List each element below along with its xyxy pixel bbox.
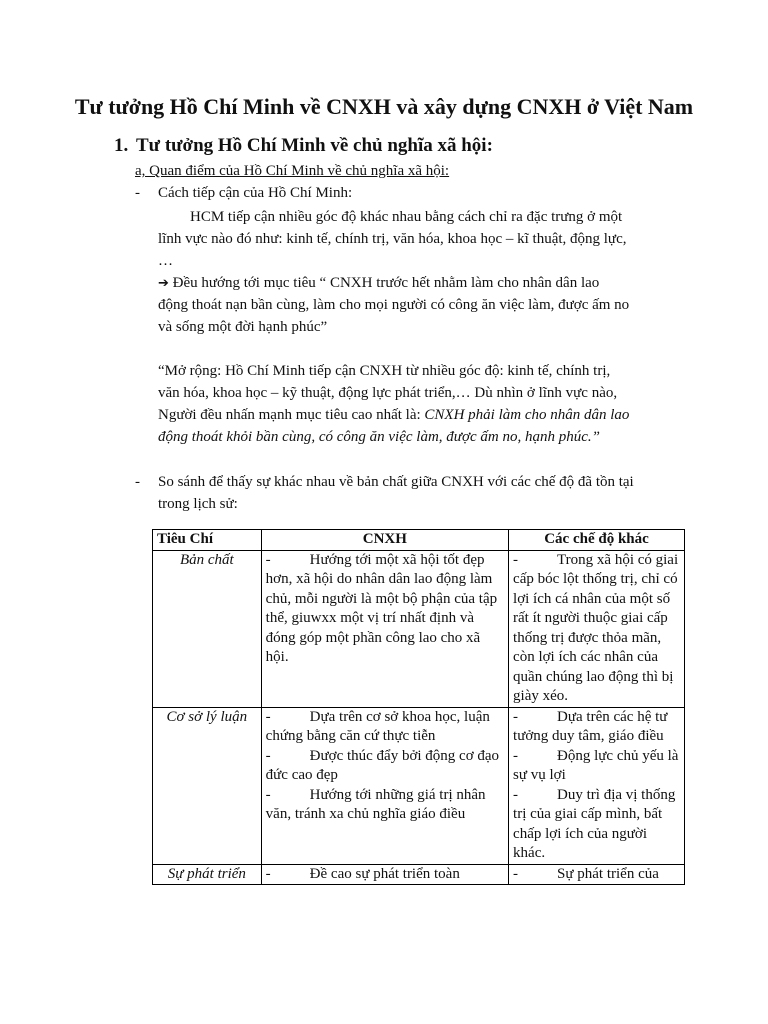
header-other-regimes: Các chế độ khác bbox=[509, 530, 685, 551]
criterion-cell: Sự phát triển bbox=[153, 864, 262, 885]
criterion-cell: Bản chất bbox=[153, 550, 262, 707]
item-dash: - bbox=[265, 708, 271, 725]
arrow-right-icon: ➔ bbox=[158, 276, 169, 291]
paragraph-line: HCM tiếp cận nhiều góc độ khác nhau bằng cách chỉ ra đặc trưng ở một bbox=[190, 209, 623, 225]
item-dash: - bbox=[513, 708, 519, 725]
bullet-text-line: trong lịch sử: bbox=[158, 496, 238, 512]
quote-italic-text: CNXH phải làm cho nhân dân lao bbox=[424, 407, 630, 423]
paragraph-line: lĩnh vực nào đó như: kinh tế, chính trị, văn hóa, khoa học – kĩ thuật, động lực, bbox=[158, 231, 627, 247]
item-text: Sự phát triển của bbox=[557, 865, 659, 882]
table-row bbox=[153, 550, 685, 707]
item-text: Hướng tới một xã hội tốt đẹp hơn, xã hội do nhân dân lao động làm chủ, mỗi người là một bộ phận của tập thể, giuwxx một vị trí nhất định và đóng góp một phần công lao cho xã hội. bbox=[265, 551, 498, 665]
item-dash: - bbox=[265, 865, 271, 882]
paragraph-line: … bbox=[158, 253, 173, 269]
item-dash: - bbox=[513, 747, 519, 764]
item-text: Duy trì địa vị thống trị của giai cấp mình, bất chấp lợi ích của người khác. bbox=[513, 786, 676, 861]
table-row bbox=[153, 864, 685, 885]
cell-item bbox=[266, 865, 504, 885]
comparison-table bbox=[152, 529, 685, 885]
cell-item bbox=[513, 747, 680, 786]
conclusion-line: và sống một đời hạnh phúc” bbox=[158, 319, 328, 335]
cell-item bbox=[266, 747, 504, 786]
item-text: Hướng tới những giá trị nhân văn, tránh xa chủ nghĩa giáo điều bbox=[265, 786, 486, 822]
cell-item bbox=[266, 551, 504, 668]
conclusion-line: động thoát nạn bần cùng, làm cho mọi người có công ăn việc làm, được ấm no bbox=[158, 297, 630, 313]
bullet-text-line: So sánh để thấy sự khác nhau về bản chất giữa CNXH với các chế độ đã tồn tại bbox=[158, 474, 634, 490]
cell-item bbox=[266, 786, 504, 825]
header-cnxh: CNXH bbox=[261, 530, 508, 551]
section-number: 1. bbox=[114, 135, 129, 156]
cell-item bbox=[513, 551, 680, 707]
document-title: Tư tưởng Hồ Chí Minh về CNXH và xây dựng CNXH ở Việt Nam bbox=[74, 94, 694, 119]
item-text: Dựa trên các hệ tư tưởng duy tâm, giáo điều bbox=[513, 708, 668, 744]
quote-line: “Mở rộng: Hồ Chí Minh tiếp cận CNXH từ nhiều góc độ: kinh tế, chính trị, bbox=[158, 363, 611, 379]
section-heading-text: Tư tưởng Hồ Chí Minh về chủ nghĩa xã hội: bbox=[136, 135, 493, 156]
item-dash: - bbox=[265, 747, 271, 764]
cnxh-cell bbox=[261, 550, 508, 707]
subheading: a, Quan điểm của Hồ Chí Minh về chủ nghĩa xã hội: bbox=[135, 163, 450, 179]
quote-line bbox=[158, 404, 629, 426]
other-cell bbox=[509, 864, 685, 885]
quote-line: văn hóa, khoa học – kỹ thuật, động lực phát triển,… Dù nhìn ở lĩnh vực nào, bbox=[158, 385, 618, 401]
bullet-dash: - bbox=[135, 474, 140, 490]
header-criterion: Tiêu Chí bbox=[153, 530, 262, 551]
item-text: Được thúc đẩy bởi động cơ đạo đức cao đẹp bbox=[265, 747, 500, 783]
conclusion-text: Đều hướng tới mục tiêu “ CNXH trước hết nhằm làm cho nhân dân lao bbox=[172, 275, 600, 291]
table-row bbox=[153, 707, 685, 864]
quote-plain-text: Người đều nhấn mạnh mục tiêu cao nhất là: bbox=[158, 407, 425, 423]
item-dash: - bbox=[265, 551, 271, 568]
item-text: Dựa trên cơ sở khoa học, luận chứng bằng căn cứ thực tiễn bbox=[265, 708, 490, 744]
item-text: Trong xã hội có giai cấp bóc lột thống trị, chỉ có lợi ích cá nhân của một số rất ít người thuộc giai cấp thống trị được thỏa mãn, còn lợi ích các nhân của quần chúng lao động thì bị giày xéo. bbox=[513, 551, 679, 704]
quote-italic-text: động thoát khỏi bần cùng, có công ăn việc làm, được ấm no, hạnh phúc.” bbox=[158, 429, 600, 445]
criterion-cell: Cơ sở lý luận bbox=[153, 707, 262, 864]
item-dash: - bbox=[513, 786, 519, 803]
bullet-dash: - bbox=[135, 185, 140, 201]
item-dash: - bbox=[513, 551, 519, 568]
other-cell bbox=[509, 550, 685, 707]
cell-item bbox=[513, 708, 680, 747]
item-text: Đề cao sự phát triển toàn bbox=[309, 865, 460, 882]
section-heading bbox=[114, 134, 493, 158]
item-dash: - bbox=[513, 865, 519, 882]
cell-item bbox=[513, 865, 680, 885]
item-dash: - bbox=[265, 786, 271, 803]
item-text: Động lực chủ yếu là sự vụ lợi bbox=[513, 747, 679, 783]
other-cell bbox=[509, 707, 685, 864]
cnxh-cell bbox=[261, 864, 508, 885]
bullet-label: Cách tiếp cận của Hồ Chí Minh: bbox=[158, 185, 353, 201]
cell-item bbox=[513, 786, 680, 864]
cell-item bbox=[266, 708, 504, 747]
table-header-row bbox=[153, 530, 685, 551]
conclusion-line bbox=[158, 272, 599, 295]
cnxh-cell bbox=[261, 707, 508, 864]
quote-line bbox=[158, 426, 600, 448]
